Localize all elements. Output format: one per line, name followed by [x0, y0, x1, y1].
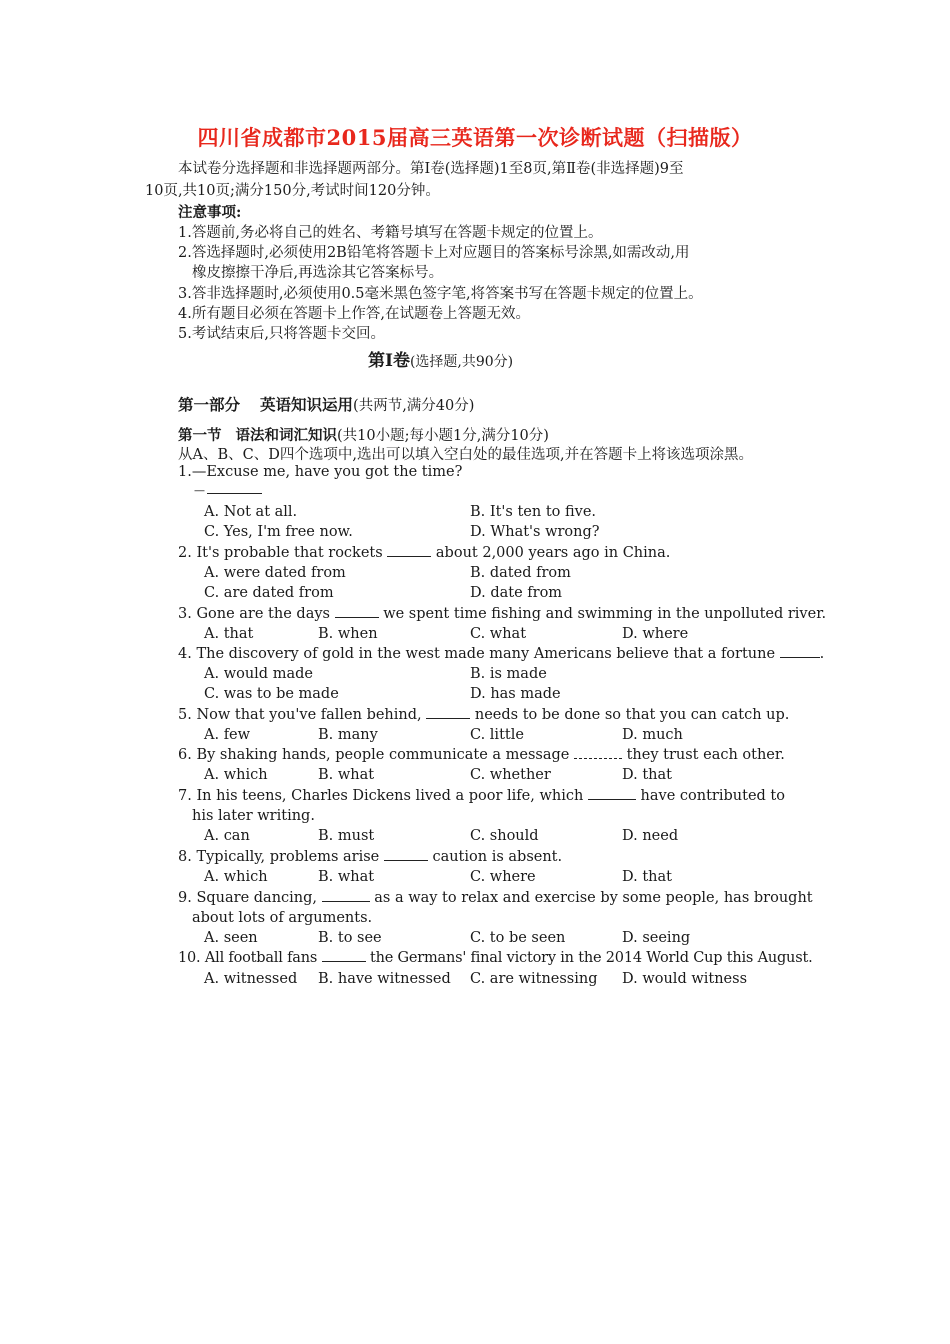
stem-part: 10. All football fans [178, 950, 318, 966]
volume-heading [368, 346, 513, 371]
stem-part: as a way to relax and exercise by some people, has brought [374, 890, 813, 906]
answer-blank [574, 757, 622, 759]
stem-part: the Germans' final victory in the 2014 World Cup this August. [369, 950, 813, 966]
option: A. which [204, 869, 268, 885]
part1-heading [178, 393, 474, 415]
option: A. witnessed [204, 971, 298, 987]
answer-blank [322, 960, 366, 962]
option: C. are dated from [204, 585, 334, 601]
option: B. to see [318, 930, 382, 946]
option: B. dated from [470, 565, 571, 581]
option: C. where [470, 869, 536, 885]
stem-part: 7. In his teens, Charles Dickens lived a poor life, which [178, 788, 584, 804]
question-4-stem [178, 646, 824, 662]
answer-blank [335, 616, 379, 618]
part1-sub: (共两节,满分40分) [353, 398, 475, 414]
section1-label: 第一节 [178, 427, 222, 444]
question-7-stem-cont: his later writing. [192, 808, 315, 824]
option: B. is made [470, 666, 547, 682]
stem-part: 9. Square dancing, [178, 890, 318, 906]
option: C. to be seen [470, 930, 566, 946]
option: D. need [622, 828, 679, 844]
dash-text: — [194, 484, 205, 497]
option: B. what [318, 767, 375, 783]
question-2-stem [178, 545, 670, 561]
option: A. few [204, 727, 251, 743]
answer-blank [387, 555, 431, 557]
stem-part: we spent time fishing and swimming in the unpolluted river. [383, 606, 827, 622]
question-3-stem [178, 606, 826, 622]
stem-part: 5. Now that you've fallen behind, [178, 707, 422, 723]
question-6-stem [178, 747, 785, 763]
intro-line-2: 10页,共10页;满分150分,考试时间120分钟。 [145, 183, 440, 199]
option: D. that [622, 767, 672, 783]
answer-blank [588, 798, 636, 800]
answer-blank [384, 859, 428, 861]
option: D. has made [470, 686, 561, 702]
note-item: 4.所有题目必须在答题卡上作答,在试题卷上答题无效。 [178, 306, 530, 322]
note-item: 3.答非选择题时,必须使用0.5毫米黑色签字笔,将答案书写在答题卡规定的位置上。 [178, 286, 703, 302]
option: C. are witnessing [470, 971, 598, 987]
note-item: 橡皮擦擦干净后,再选涂其它答案标号。 [192, 265, 444, 281]
option: D. that [622, 869, 672, 885]
document-title: 四川省成都市2015届高三英语第一次诊断试题（扫描版） [197, 125, 753, 150]
volume-sub: (选择题,共90分) [409, 354, 514, 370]
stem-part: have contributed to [640, 788, 785, 804]
option: D. much [622, 727, 683, 743]
option: B. many [318, 727, 378, 743]
intro-line-1: 本试卷分选择题和非选择题两部分。第Ⅰ卷(选择题)1至8页,第Ⅱ卷(非选择题)9至 [178, 161, 684, 177]
answer-blank [426, 717, 470, 719]
stem-part: 6. By shaking hands, people communicate a message [178, 747, 570, 763]
question-7-stem [178, 788, 785, 804]
stem-part: caution is absent. [432, 849, 563, 865]
option: C. little [470, 727, 524, 743]
option: C. whether [470, 767, 551, 783]
option: A. would made [204, 666, 313, 682]
option: D. date from [470, 585, 563, 601]
stem-part: 8. Typically, problems arise [178, 849, 380, 865]
notes-heading: 注意事项: [178, 204, 242, 221]
section1-sub: (共10小题;每小题1分,满分10分) [337, 428, 549, 444]
answer-blank [780, 656, 820, 658]
option: A. Not at all. [204, 504, 298, 520]
option: B. when [318, 626, 378, 642]
stem-part: needs to be done so that you can catch up. [474, 707, 790, 723]
note-item: 2.答选择题时,必须使用2B铅笔将答题卡上对应题目的答案标号涂黑,如需改动,用 [178, 245, 690, 261]
option: B. must [318, 828, 375, 844]
question-9-stem-cont: about lots of arguments. [192, 910, 373, 926]
stem-part: about 2,000 years ago in China. [435, 545, 671, 561]
option: A. were dated from [204, 565, 346, 581]
stem-part: . [819, 646, 825, 662]
question-9-stem [178, 890, 813, 906]
option: A. can [204, 828, 250, 844]
note-item: 5.考试结束后,只将答题卡交回。 [178, 326, 385, 342]
question-10-stem [178, 950, 812, 966]
stem-part: they trust each other. [626, 747, 785, 763]
option: C. what [470, 626, 527, 642]
option: A. seen [204, 930, 258, 946]
answer-blank [322, 900, 370, 902]
stem-part: 4. The discovery of gold in the west made many Americans believe that a fortune [178, 646, 776, 662]
section1-name: 语法和词汇知识 [235, 427, 337, 444]
question-8-stem [178, 849, 562, 865]
option: C. Yes, I'm free now. [204, 524, 353, 540]
stem-part: 3. Gone are the days [178, 606, 330, 622]
section1-heading [178, 424, 549, 445]
note-item: 1.答题前,务必将自己的姓名、考籍号填写在答题卡规定的位置上。 [178, 225, 603, 241]
option: A. which [204, 767, 268, 783]
section1-instruction: 从A、B、C、D四个选项中,选出可以填入空白处的最佳选项,并在答题卡上将该选项涂黑。 [178, 447, 754, 463]
volume-main: 第Ⅰ卷 [368, 351, 410, 371]
option: D. seeing [622, 930, 691, 946]
question-5-stem [178, 707, 789, 723]
option: C. was to be made [204, 686, 339, 702]
option: C. should [470, 828, 539, 844]
option: D. would witness [622, 971, 748, 987]
option: A. that [204, 626, 254, 642]
option: B. It's ten to five. [470, 504, 597, 520]
answer-blank [207, 492, 262, 494]
part1-name: 英语知识运用 [260, 395, 354, 414]
question-1-dash [194, 484, 262, 497]
part1-label: 第一部分 [178, 395, 241, 414]
option: D. What's wrong? [470, 524, 600, 540]
option: B. what [318, 869, 375, 885]
stem-part: 2. It's probable that rockets [178, 545, 383, 561]
question-1-stem: 1.—Excuse me, have you got the time? [178, 464, 463, 480]
option: B. have witnessed [318, 971, 451, 987]
option: D. where [622, 626, 689, 642]
